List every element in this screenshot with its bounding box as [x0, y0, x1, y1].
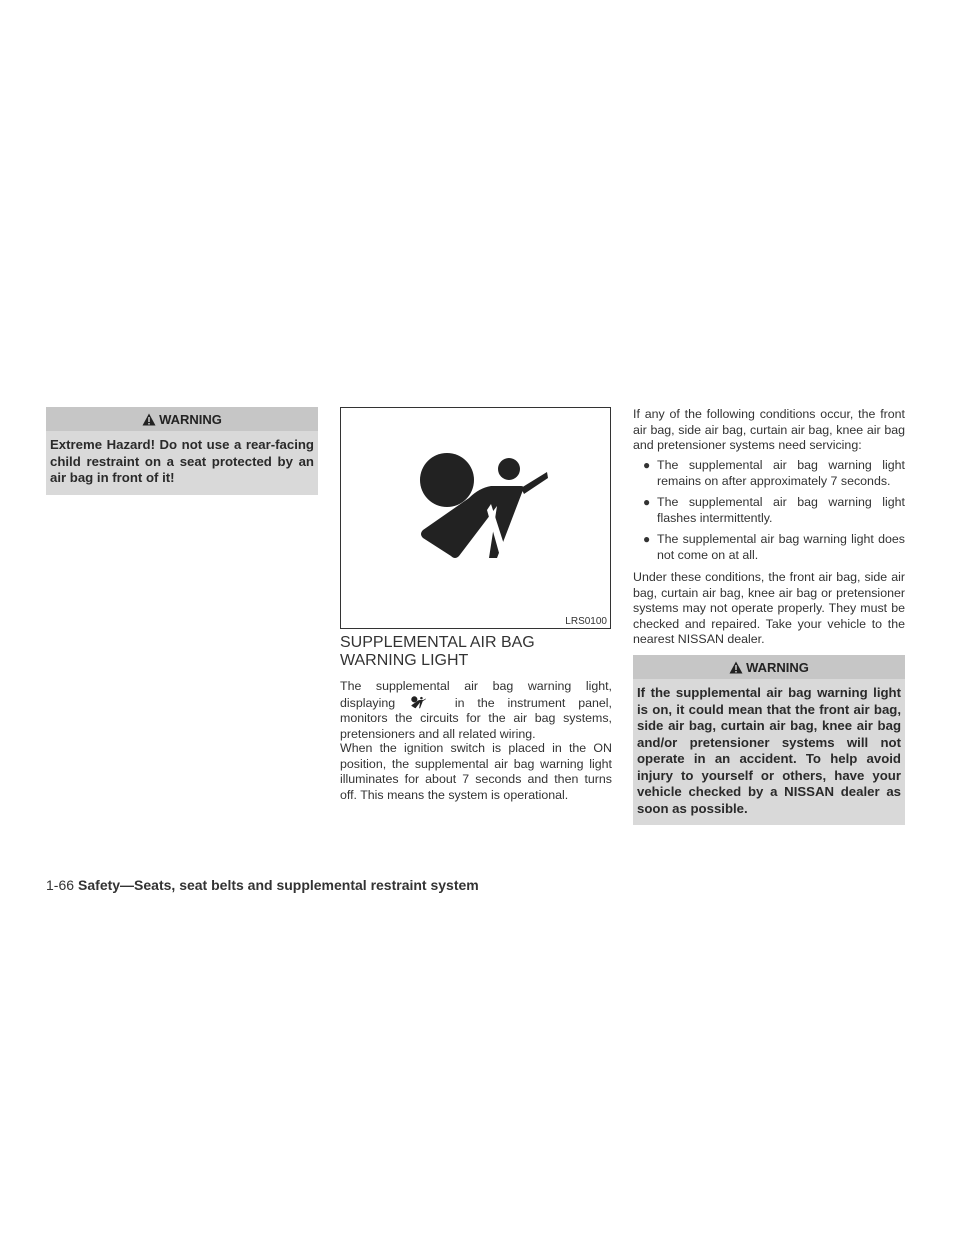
- airbag-warning-icon: [409, 448, 549, 558]
- section-title-line2: WARNING LIGHT: [340, 652, 469, 669]
- section-title-line1: SUPPLEMENTAL AIR BAG: [340, 634, 535, 651]
- section-title: [340, 634, 612, 670]
- warning-heading: [633, 655, 905, 679]
- conditions-list: [633, 458, 905, 569]
- paragraph-conditions: If any of the following conditions occur, the front air bag, side air bag, curtain air bag, knee air bag and pretensioner systems need servicing:: [633, 407, 905, 452]
- warning-text: If the supplemental air bag warning light is on, it could mean that the front air bag, side air bag, curtain air bag, knee air bag and/or pretensioner systems will not operate in an accident. To help avoid injury to yourself or others, have your vehicle checked by a NISSAN dealer as soon as possible.: [637, 685, 901, 816]
- paragraph-intro: [340, 679, 612, 742]
- page-footer: [46, 877, 479, 893]
- airbag-figure: [340, 407, 611, 629]
- warning-box-airbag-light: [633, 655, 905, 825]
- paragraph-ignition: When the ignition switch is placed in the ON position, the supplemental air bag warning light illuminates for about 7 seconds and then turns off. This means the system is operational.: [340, 741, 612, 802]
- warning-heading-text: WARNING: [746, 659, 809, 675]
- figure-code: LRS0100: [565, 616, 607, 627]
- bullet-icon: ●: [643, 532, 651, 546]
- bullet-icon: ●: [643, 458, 651, 472]
- bullet-icon: ●: [643, 495, 651, 509]
- warning-triangle-icon: [729, 661, 743, 674]
- warning-box-rear-facing: [46, 407, 318, 495]
- list-item: ● The supplemental air bag warning light remains on after approximately 7 seconds.: [643, 458, 905, 488]
- paragraph-intro-b: in the instrument panel, monitors the circuits for the air bag systems, pretensioners and all related wiring.: [340, 695, 612, 741]
- airbag-inline-icon: [410, 695, 426, 709]
- warning-triangle-icon: [142, 413, 156, 426]
- warning-text: Extreme Hazard! Do not use a rear-facing child restraint on a seat protected by an air bag in front of it!: [50, 437, 314, 485]
- paragraph-servicing: Under these conditions, the front air bag, side air bag, curtain air bag, knee air bag or pretensioner systems may not operate properly. They must be checked and repaired. Take your vehicle to the nearest NISSAN dealer.: [633, 570, 905, 646]
- chapter-title: Safety—Seats, seat belts and supplemental restraint system: [78, 877, 479, 893]
- warning-heading-text: WARNING: [159, 411, 222, 427]
- list-item: ● The supplemental air bag warning light does not come on at all.: [643, 532, 905, 562]
- paragraph-intro-a: The supplemental air bag warning light, displaying: [340, 679, 612, 710]
- list-item: ● The supplemental air bag warning light flashes intermittently.: [643, 495, 905, 525]
- page-number: 1-66: [46, 877, 75, 893]
- warning-heading: [46, 407, 318, 431]
